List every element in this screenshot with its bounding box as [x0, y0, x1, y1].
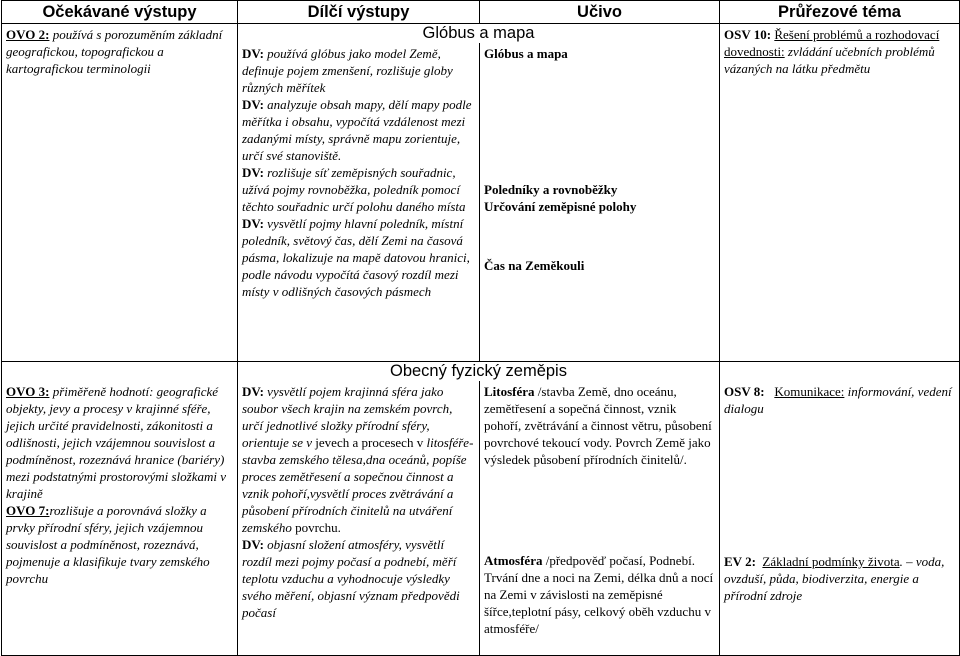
s1-curr-time: Čas na Zeměkouli — [484, 258, 585, 273]
section-title-globe-map: Glóbus a mapa — [238, 24, 720, 44]
dv-text: rozlišuje síť zeměpisných souřadnic, užívá pojmy rovnoběžka, poledník pomocí těchto souřadnic určí polohu daného místa — [242, 165, 466, 214]
s2-dv-1 — [242, 383, 475, 536]
dv-text: litosféře-stavba zemského tělesa,dna oceánů, popíše proces zemětřesení a sopečnou činnost a vznik pohoří,vysvětlí proces zvětrávání a působení přírodních činitelů na utváření zemského — [242, 435, 474, 535]
dv-label: DV: — [242, 384, 264, 399]
header-row — [2, 1, 960, 24]
s2-topic-cell — [720, 381, 960, 656]
s2-osv8 — [724, 383, 955, 417]
section-title-physical-geography: Obecný fyzický zeměpis — [238, 362, 720, 382]
s1-osv-code: OSV 10: — [724, 27, 772, 42]
ovo-text: přiměřeně hodnotí: geografické objekty, jevy a procesy v krajinné sféře, jejich určité pravidelnosti, zákonitosti a odlišnosti, jejich vzájemnou souvislost a podmíněnost, rozeznává hranice (bariéry) mezi podstatnými prostorovými složkami v krajině — [6, 384, 227, 501]
topic-link: Komunikace: — [774, 384, 845, 399]
s1-dv-2 — [242, 96, 475, 164]
curr-text: /předpověď počasí, Podnebí. Trvání dne a noci na Zemi, délka dnů a nocí na Zemi v závislosti na zeměpisné šířce,teplotní pásy, celkový oběh vzduchu v atmosféře/ — [484, 553, 714, 636]
s2-blank-left — [2, 362, 238, 382]
dv-text: analyzuje obsah mapy, dělí mapy podle měřítka i obsahu, vypočítá vzdálenost mezi zadanými místy, správně mapu zorientuje, určí své stanoviště. — [242, 97, 472, 163]
header-cross-cutting-topic: Průřezové téma — [720, 1, 960, 24]
topic-link: Základní podmínky života — [762, 554, 900, 569]
s2-ev2 — [724, 553, 955, 604]
s1-expected-cell — [2, 24, 238, 362]
s2-dv-2 — [242, 536, 475, 621]
s2-expected-cell — [2, 381, 238, 656]
s2-curr-atmosphere — [484, 552, 715, 637]
curriculum-table — [1, 0, 960, 656]
s1-dv-3 — [242, 164, 475, 215]
s1-curr-meridians: Poledníky a rovnoběžky — [484, 182, 618, 197]
dv-label: DV: — [242, 46, 264, 61]
header-partial-outcomes: Dílčí výstupy — [238, 1, 480, 24]
dv-text: objasní složení atmosféry, vysvětlí rozdíl mezi pojmy počasí a podnebí, měří teplotu vzduchu a vyhodnocuje výsledky svého měření, objasní význam předpovědi počasí — [242, 537, 460, 620]
s1-osv-link: Řešení problémů a rozhodovací dovednosti: — [724, 27, 940, 59]
topic-code: EV 2: — [724, 554, 756, 569]
s1-ovo-text: používá s porozuměním základní geografickou, topografickou a kartografickou terminologii — [6, 27, 223, 76]
dv-text: vysvětlí pojem krajinná sféra jako soubor všech krajin na zemském povrch, určí jednotlivé složky přírodní sféry, orientuje se v — [242, 384, 453, 450]
s1-partial-cell — [238, 43, 480, 362]
s1-topic-cell — [720, 24, 960, 362]
s2-ovo3 — [6, 383, 233, 502]
curr-term: Litosféra — [484, 384, 535, 399]
s1-dv-4 — [242, 215, 475, 300]
topic-text: informování, vedení dialogu — [724, 384, 952, 416]
header-expected-outcomes: Očekávané výstupy — [2, 1, 238, 24]
ovo-text: rozlišuje a porovnává složky a prvky přírodní sféry, jejich vzájemnou souvislost a podmíněnost, rozeznává, pojmenuje a klasifikuje tvary zemského povrchu — [6, 503, 210, 586]
s1-curr-position: Určování zeměpisné polohy — [484, 199, 637, 214]
s1-curr-globe-map: Glóbus a mapa — [484, 46, 568, 61]
header-curriculum: Učivo — [480, 1, 720, 24]
s1-curriculum-cell — [480, 43, 720, 362]
s2-content-row — [2, 381, 960, 656]
dv-text: používá glóbus jako model Země, definuje pojem zmenšení, rozlišuje globy různých měřítek — [242, 46, 453, 95]
dv-text-plain: povrchu. — [295, 520, 341, 535]
dv-label: DV: — [242, 537, 264, 552]
ovo-code: OVO 7: — [6, 503, 50, 518]
section-row-globe-map — [2, 24, 960, 44]
topic-code: OSV 8: — [724, 384, 765, 399]
dv-label: DV: — [242, 165, 264, 180]
topic-text: . – voda, ovzduší, půda, biodiverzita, energie a přírodní zdroje — [724, 554, 945, 603]
dv-text: vysvětlí pojmy hlavní poledník, místní poledník, světový čas, dělí Zemi na časová pásma, lokalizuje na mapě datovou hranici, podle návodu vypočítá časový rozdíl mezi místy v odlišných časových pásmech — [242, 216, 470, 299]
s1-osv-text: zvládání učebních problémů vázaných na látku předmětu — [724, 44, 935, 76]
s2-partial-cell — [238, 381, 480, 656]
s2-blank-right — [720, 362, 960, 382]
dv-label: DV: — [242, 216, 264, 231]
dv-label: DV: — [242, 97, 264, 112]
s1-dv-1 — [242, 45, 475, 96]
s2-curr-lithosphere — [484, 383, 715, 468]
s2-curriculum-cell — [480, 381, 720, 656]
ovo-code: OVO 3: — [6, 384, 50, 399]
curr-text: /stavba Země, dno oceánu, zemětřesení a sopečná činnost, vznik pohoří, zvětrávání a činnost větru, působení povrchové tekoucí vody. Povrch Země jako výsledek působení přírodních činitelů/. — [484, 384, 712, 467]
curr-term: Atmosféra — [484, 553, 543, 568]
dv-text-plain: jevech a procesech v — [315, 435, 427, 450]
s1-ovo-code: OVO 2: — [6, 27, 50, 42]
section-row-physical-geography — [2, 362, 960, 382]
s2-ovo7 — [6, 502, 233, 587]
